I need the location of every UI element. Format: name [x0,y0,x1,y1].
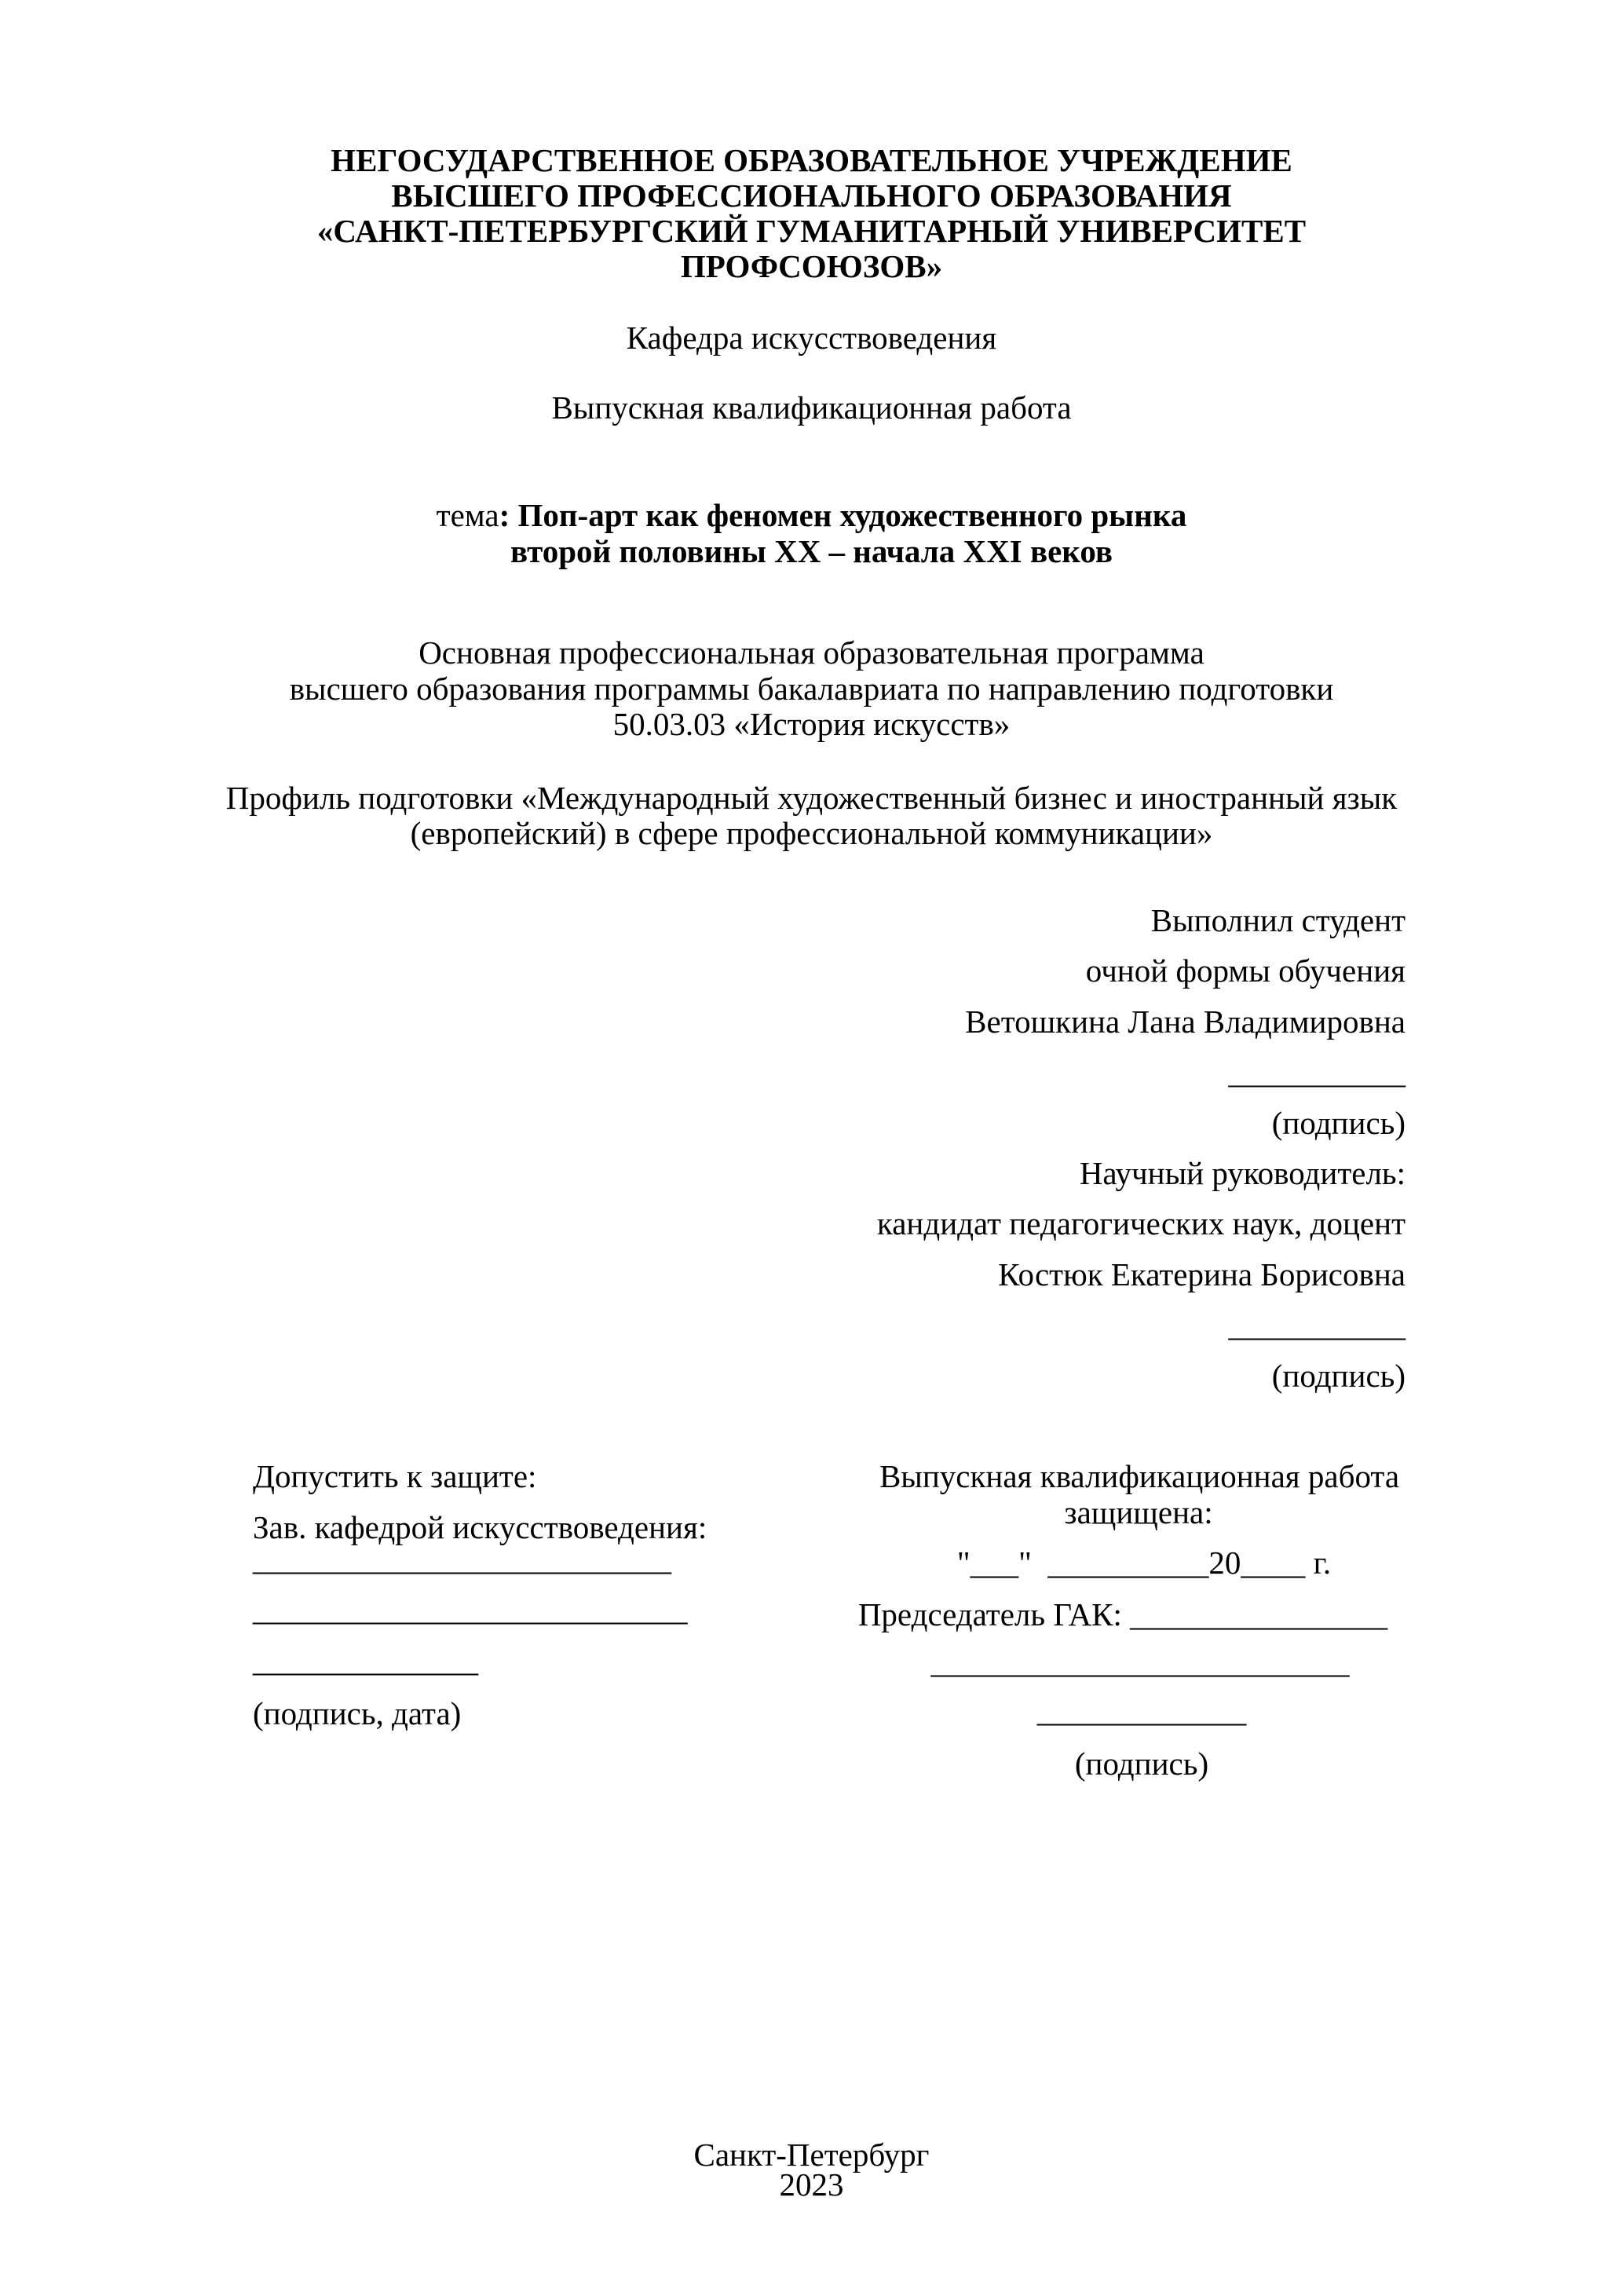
topic-title-part-2: второй половины XX – начала XXI веков [510,533,1113,569]
student-study-form: очной формы обучения [1085,952,1406,989]
defense-status: защищена: [1064,1494,1213,1530]
header-line: ПРОФСОЮЗОВ» [680,248,943,284]
program-line: 50.03.03 «История искусств» [612,706,1011,742]
defense-date-line: "___" __________20____ г. [956,1545,1332,1581]
supervisor-signature-line: ___________ [1228,1307,1406,1344]
admission-blank-line: ______________ [253,1642,478,1678]
program-block [0,635,1623,743]
admission-blank-line: __________________________ [253,1541,671,1577]
supervisor-label: Научный руководитель: [1079,1154,1406,1191]
program-line: Основная профессиональная образовательная программа [419,634,1204,671]
header-line: НЕГОСУДАРСТВЕННОЕ ОБРАЗОВАТЕЛЬНОЕ УЧРЕЖДЕНИЕ [331,142,1292,178]
defense-signature-line: _____________ [1036,1692,1247,1728]
admission-head-label: Зав. кафедрой искусствоведения: [253,1509,707,1545]
program-line: высшего образования программы бакалавриата по направлению подготовки [289,670,1334,707]
admission-signature-label: (подпись, дата) [253,1695,462,1731]
defense-signature-label: (подпись) [1074,1746,1209,1782]
student-signature-line: ___________ [1228,1054,1406,1091]
department-name: Кафедра искусствоведения [626,320,997,356]
topic-block [0,497,1623,569]
defense-chairman: Председатель ГАК: ________________ [857,1596,1388,1632]
institution-header [0,143,1623,284]
footer-block [0,2137,1623,2203]
defense-work-label: Выпускная квалификационная работа [879,1458,1400,1494]
footer-city: Санкт-Петербург [693,2137,930,2173]
department-block [0,320,1623,356]
work-type: Выпускная квалификационная работа [551,389,1072,426]
student-name: Ветошкина Лана Владимировна [965,1003,1406,1040]
student-supervisor-block [877,895,1406,1401]
topic-label: тема [436,497,499,533]
supervisor-name: Костюк Екатерина Борисовна [998,1256,1406,1292]
profile-line: Профиль подготовки «Международный художественный бизнес и иностранный язык [225,780,1398,816]
header-line: «САНКТ-ПЕТЕРБУРГСКИЙ ГУМАНИТАРНЫЙ УНИВЕРСИТЕТ [316,213,1307,249]
work-type-block [0,389,1623,426]
defense-blank-line: __________________________ [930,1643,1350,1680]
student-performed-by: Выполнил студент [1150,902,1406,938]
header-line: ВЫСШЕГО ПРОФЕССИОНАЛЬНОГО ОБРАЗОВАНИЯ [391,177,1232,214]
admission-label: Допустить к защите: [253,1458,537,1494]
supervisor-degree: кандидат педагогических наук, доцент [876,1205,1406,1242]
supervisor-signature-label: (подпись) [1271,1357,1406,1394]
topic-line-1 [0,497,1623,533]
profile-block [0,781,1623,851]
student-signature-label: (подпись) [1271,1104,1406,1141]
topic-title-part-1: : Поп-арт как феномен художественного рынка [499,497,1187,533]
profile-line: (европейский) в сфере профессиональной коммуникации» [410,815,1213,851]
footer-year: 2023 [779,2166,844,2203]
admission-blank-line: ___________________________ [253,1591,688,1627]
